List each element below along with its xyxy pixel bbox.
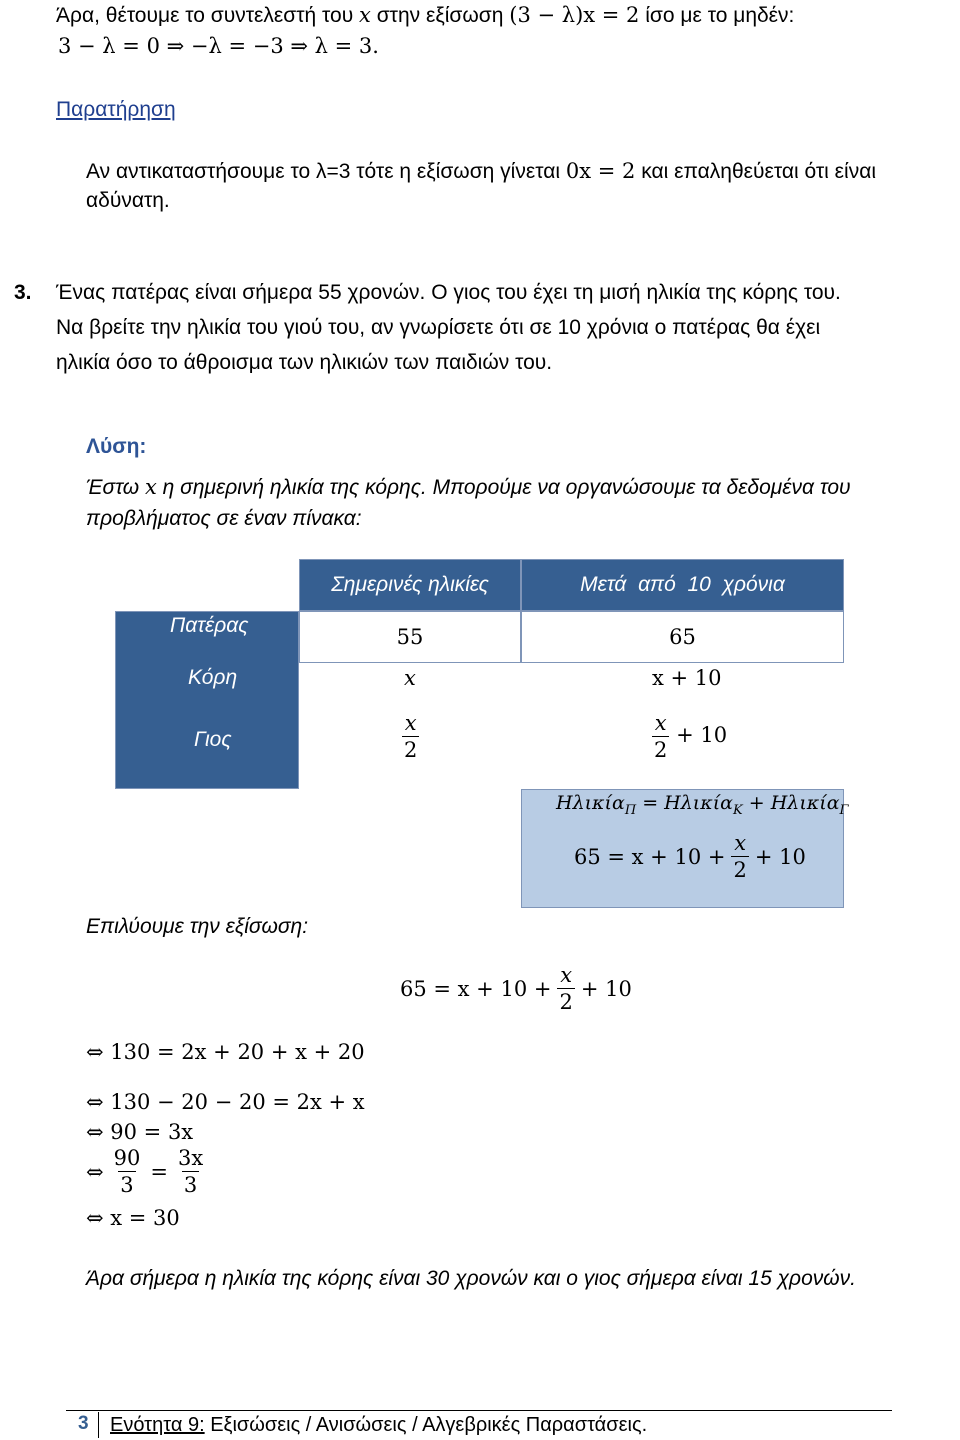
footer-unit-label: Ενότητα 9: xyxy=(110,1414,205,1436)
conclusion: Άρα σήμερα η ηλικία της κόρης είναι 30 χρονών και ο γιος σήμερα είναι 15 χρονών. xyxy=(86,1267,856,1290)
cell-father-after-value: 65 xyxy=(669,625,696,649)
problem-number: 3. xyxy=(14,281,32,304)
solve-step-3: ⇔ 90 = 3x xyxy=(86,1120,194,1144)
row-label-father: Πατέρας xyxy=(170,614,249,637)
row-label-daughter: Κόρη xyxy=(188,666,238,689)
son-after-fraction xyxy=(652,712,669,761)
intro-equation: (3 − λ)x = 2 xyxy=(509,3,640,27)
son-after-num: x xyxy=(654,711,667,735)
rel-word-1: Ηλικία xyxy=(556,792,625,814)
intro-mid: στην εξίσωση xyxy=(376,4,504,27)
son-today-den: 2 xyxy=(404,738,418,763)
frac-step-arrow: ⇔ xyxy=(86,1159,104,1184)
row-label-son: Γιος xyxy=(194,728,232,751)
footer-unit xyxy=(110,1410,647,1440)
relation-formula xyxy=(556,792,849,818)
intro-end: ίσο με το μηδέν: xyxy=(645,4,795,27)
solve-step-fraction xyxy=(86,1147,205,1196)
col-header-today-label: Σημερινές ηλικίες xyxy=(331,573,489,596)
rel-word-2: Ηλικία xyxy=(664,792,733,814)
solution-line-2: προβλήματος σε έναν πίνακα: xyxy=(86,507,362,530)
solution-line-1 xyxy=(86,472,851,503)
problem-line-2: Να βρείτε την ηλικία του γιού του, αν γνωρίσετε ότι σε 10 χρόνια ο πατέρας θα έχει xyxy=(56,316,821,339)
frac-step-right xyxy=(176,1147,205,1196)
solve-step-1: ⇔ 130 = 2x + 20 + x + 20 xyxy=(86,1040,365,1064)
intro-text: Άρα, θέτουμε το συντελεστή του xyxy=(56,4,354,27)
solve-step-2: ⇔ 130 − 20 − 20 = 2x + x xyxy=(86,1090,365,1114)
col-header-after-label: Μετά από 10 χρόνια xyxy=(580,573,785,596)
note-text-b: και επαληθεύεται ότι είναι xyxy=(641,160,877,183)
note-title: Παρατήρηση xyxy=(56,98,176,121)
son-after-rest: + 10 xyxy=(676,723,728,748)
son-after-den: 2 xyxy=(654,738,668,763)
rel-sub-g: Γ xyxy=(839,803,849,818)
solution-var: x xyxy=(144,475,157,499)
rel-eq: = xyxy=(642,792,659,814)
rel-sub-p: Π xyxy=(624,803,637,818)
note-text-a: Αν αντικαταστήσουμε το λ=3 τότε η εξίσωση γίνεται xyxy=(86,160,561,183)
problem-line-1: Ένας πατέρας είναι σήμερα 55 χρονών. Ο γιος του έχει τη μισή ηλικία της κόρης του. xyxy=(56,281,841,304)
solution-text-b: η σημερινή ηλικία της κόρης. Μπορούμε να οργανώσουμε τα δεδομένα του xyxy=(162,476,851,499)
cell-father-today-value: 55 xyxy=(396,625,424,649)
rel-eq-num: x xyxy=(734,831,747,855)
rel-eq-right: + 10 xyxy=(754,844,806,869)
frac-step-eq: = xyxy=(150,1159,168,1184)
rel-eq-den: 2 xyxy=(733,858,747,883)
solve-last-step: ⇔ x = 30 xyxy=(86,1206,180,1230)
solve-main-right: + 10 xyxy=(580,976,632,1001)
relation-equation xyxy=(574,832,806,881)
cell-father-after xyxy=(521,611,844,663)
frac-step-num2: 3x xyxy=(177,1146,204,1170)
solve-main-left: 65 = x + 10 + xyxy=(400,976,552,1001)
solution-text-a: Έστω xyxy=(86,476,140,499)
cell-daughter-today: x xyxy=(404,666,416,690)
rel-plus: + xyxy=(748,792,765,814)
solve-main-den: 2 xyxy=(559,990,573,1015)
intro-var: x xyxy=(359,3,371,27)
solve-main-equation xyxy=(400,964,632,1013)
note-line-1 xyxy=(86,156,876,187)
frac-step-left xyxy=(112,1147,143,1196)
note-line-2: αδύνατη. xyxy=(86,189,170,212)
son-today-num: x xyxy=(404,711,417,735)
note-equation: 0x = 2 xyxy=(565,159,636,183)
cell-son-today xyxy=(402,712,419,761)
frac-step-den2: 3 xyxy=(183,1173,198,1198)
frac-step-num1: 90 xyxy=(113,1146,141,1170)
problem-line-3: ηλικία όσο το άθροισμα των ηλικιών των παιδιών του. xyxy=(56,351,553,374)
intro-line-1 xyxy=(56,0,794,31)
cell-father-today xyxy=(299,611,521,663)
solve-main-num: x xyxy=(560,963,573,987)
col-header-after xyxy=(521,559,844,611)
intro-line-2: 3 − λ = 0 ⇒ −λ = −3 ⇒ λ = 3. xyxy=(58,34,379,58)
rel-eq-fraction xyxy=(731,832,748,881)
rel-eq-left: 65 = x + 10 + xyxy=(574,844,726,869)
cell-son-after xyxy=(652,712,727,761)
solution-heading: Λύση: xyxy=(86,435,147,458)
footer-separator xyxy=(98,1412,99,1438)
solve-main-fraction xyxy=(557,964,574,1013)
page-number: 3 xyxy=(78,1413,89,1434)
son-today-fraction xyxy=(402,712,419,761)
solve-label: Επιλύουμε την εξίσωση: xyxy=(86,915,309,938)
frac-step-den1: 3 xyxy=(120,1173,134,1198)
cell-daughter-after: x + 10 xyxy=(652,666,722,690)
rel-word-3: Ηλικία xyxy=(770,792,840,814)
col-header-today xyxy=(299,559,521,611)
rel-sub-k: Κ xyxy=(732,803,743,818)
footer-unit-title: Εξισώσεις / Ανισώσεις / Αλγεβρικές Παραστάσεις. xyxy=(210,1414,648,1436)
